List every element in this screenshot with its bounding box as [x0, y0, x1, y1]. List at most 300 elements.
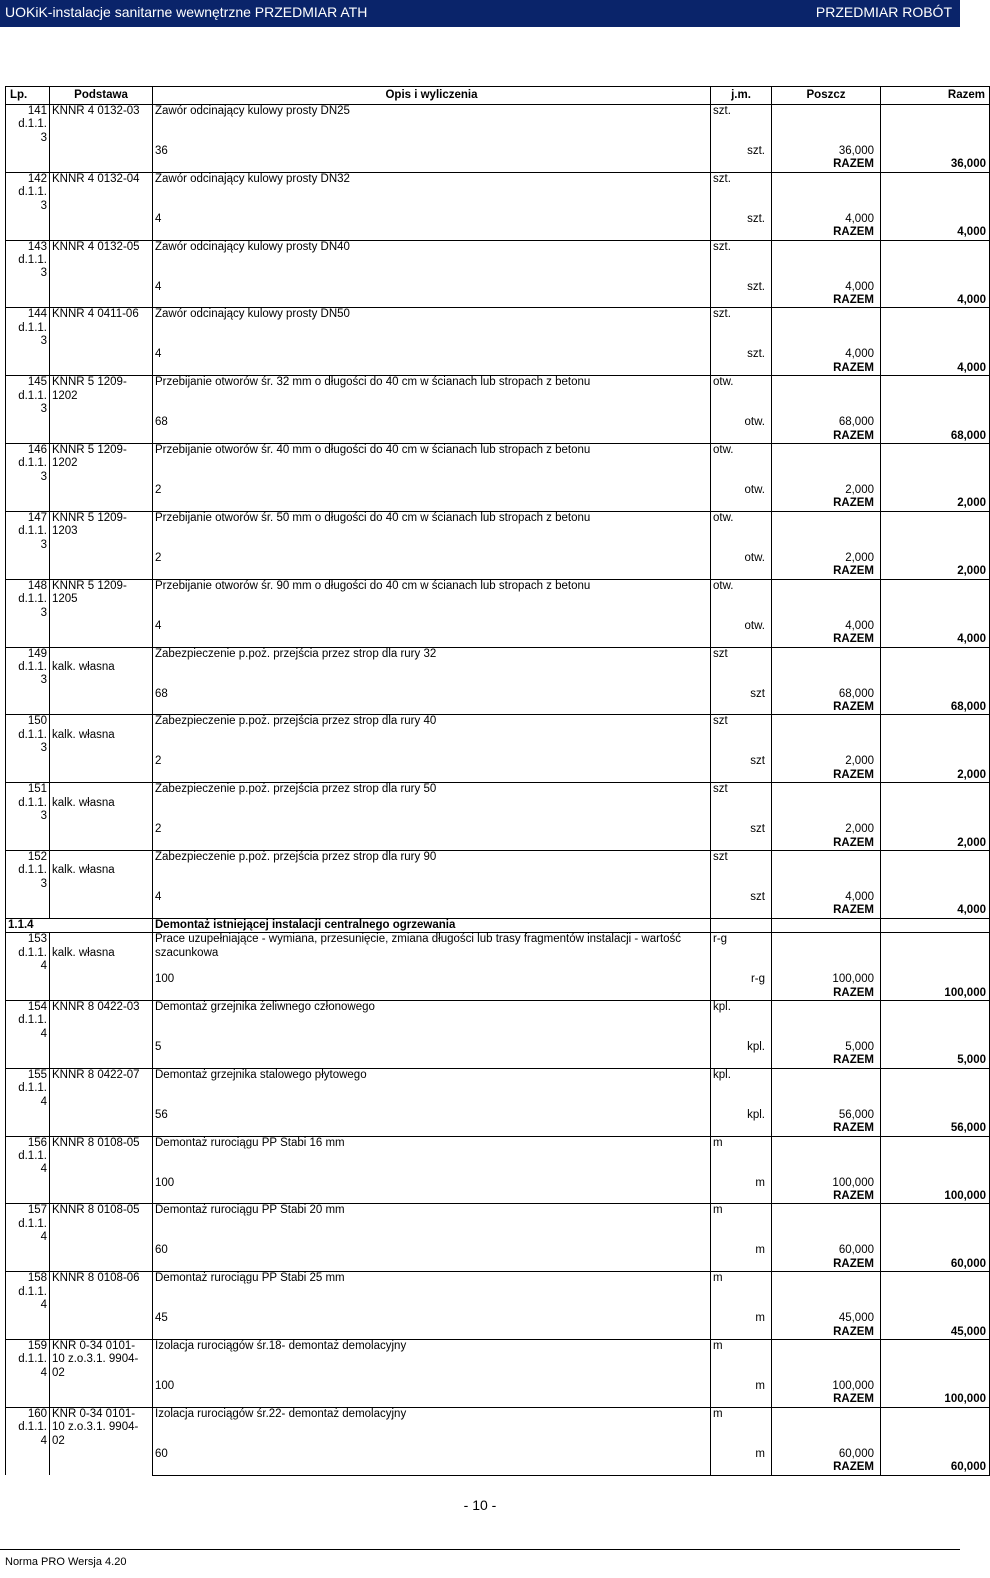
- item-total-spacer: [711, 769, 772, 783]
- item-quantity-unit: szt: [711, 688, 772, 701]
- section-spacer: [881, 918, 990, 932]
- item-total-spacer: [153, 226, 711, 240]
- item-razem-value: 4,000: [881, 226, 990, 240]
- item-total-spacer: [711, 1393, 772, 1407]
- item-lp: 141 d.1.1. 3: [6, 105, 50, 173]
- item-quantity-unit: otw.: [711, 484, 772, 497]
- item-poszcz-value: 60,000: [772, 1448, 881, 1461]
- item-poszcz-value: 5,000: [772, 1041, 881, 1054]
- item-razem-value: 68,000: [881, 430, 990, 444]
- item-razem-empty: [881, 1312, 990, 1325]
- item-razem-label: RAZEM: [772, 1461, 881, 1475]
- item-quantity-row: [6, 552, 990, 565]
- item-poszcz-value: 4,000: [772, 620, 881, 633]
- item-razem-value: 100,000: [881, 1190, 990, 1204]
- item-total-spacer: [153, 430, 711, 444]
- item-unit: szt.: [711, 172, 772, 213]
- item-quantity-row: [6, 891, 990, 904]
- footer-software-version: Norma PRO Wersja 4.20: [5, 1556, 127, 1568]
- item-unit: otw.: [711, 444, 772, 485]
- item-poszcz-empty: [772, 444, 881, 485]
- item-row: [6, 1340, 990, 1381]
- item-description: Demontaż rurociągu PP Stabi 20 mm: [153, 1204, 711, 1245]
- item-total-spacer: [153, 769, 711, 783]
- przedmiar-table: [5, 86, 990, 1476]
- item-razem-empty: [881, 1448, 990, 1461]
- item-razem-value: 56,000: [881, 1122, 990, 1136]
- item-description: Izolacja rurociągów śr.22- demontaż demolacyjny: [153, 1407, 711, 1448]
- item-lp: 144 d.1.1. 3: [6, 308, 50, 376]
- item-quantity-row: [6, 213, 990, 226]
- item-quantity-unit: kpl.: [711, 1109, 772, 1122]
- item-unit: szt: [711, 715, 772, 756]
- item-total-spacer: [711, 904, 772, 918]
- item-total-spacer: [153, 1461, 711, 1475]
- item-total-row: [6, 1258, 990, 1272]
- item-poszcz-value: 68,000: [772, 416, 881, 429]
- item-row: [6, 850, 990, 891]
- item-description: Przebijanie otworów śr. 90 mm o długości do 40 cm w ścianach lub stropach z betonu: [153, 579, 711, 620]
- item-row: [6, 444, 990, 485]
- item-razem-label: RAZEM: [772, 1258, 881, 1272]
- item-razem-empty: [881, 973, 990, 986]
- item-row: [6, 1136, 990, 1177]
- item-total-spacer: [711, 294, 772, 308]
- item-podstawa: KNNR 8 0108-05: [50, 1204, 153, 1272]
- item-total-spacer: [153, 1326, 711, 1340]
- table-header-row: [6, 87, 990, 105]
- item-quantity-row: [6, 416, 990, 429]
- item-poszcz-empty: [772, 376, 881, 417]
- item-lp: 148 d.1.1. 3: [6, 579, 50, 647]
- item-poszcz-value: 2,000: [772, 755, 881, 768]
- item-quantity-expression: 4: [153, 281, 711, 294]
- item-total-spacer: [153, 837, 711, 851]
- item-lp: 158 d.1.1. 4: [6, 1272, 50, 1340]
- item-razem-value: 60,000: [881, 1258, 990, 1272]
- item-unit: m: [711, 1407, 772, 1448]
- item-unit: szt.: [711, 105, 772, 146]
- item-podstawa: KNNR 4 0411-06: [50, 308, 153, 376]
- item-lp: 150 d.1.1. 3: [6, 715, 50, 783]
- item-poszcz-value: 100,000: [772, 1380, 881, 1393]
- item-podstawa: KNR 0-34 0101- 10 z.o.3.1. 9904- 02: [50, 1407, 153, 1475]
- item-total-row: [6, 226, 990, 240]
- item-quantity-unit: szt.: [711, 145, 772, 158]
- item-razem-empty: [881, 281, 990, 294]
- item-quantity-expression: 4: [153, 620, 711, 633]
- item-razem-empty: [881, 1068, 990, 1109]
- item-total-spacer: [153, 633, 711, 647]
- item-razem-value: 4,000: [881, 904, 990, 918]
- item-row: [6, 647, 990, 688]
- item-total-spacer: [153, 1190, 711, 1204]
- item-row: [6, 172, 990, 213]
- item-lp: 157 d.1.1. 4: [6, 1204, 50, 1272]
- item-lp: 156 d.1.1. 4: [6, 1136, 50, 1204]
- item-total-spacer: [153, 1054, 711, 1068]
- item-razem-value: 100,000: [881, 987, 990, 1001]
- item-razem-label: RAZEM: [772, 701, 881, 715]
- item-unit: m: [711, 1340, 772, 1381]
- title-bar: [0, 0, 960, 27]
- item-poszcz-empty: [772, 511, 881, 552]
- item-total-spacer: [153, 987, 711, 1001]
- item-row: [6, 1068, 990, 1109]
- item-razem-label: RAZEM: [772, 633, 881, 647]
- item-total-spacer: [711, 565, 772, 579]
- item-description: Demontaż rurociągu PP Stabi 16 mm: [153, 1136, 711, 1177]
- item-razem-value: 2,000: [881, 837, 990, 851]
- item-description: Zawór odcinający kulowy prosty DN25: [153, 105, 711, 146]
- item-description: Przebijanie otworów śr. 50 mm o długości do 40 cm w ścianach lub stropach z betonu: [153, 511, 711, 552]
- item-total-spacer: [711, 1054, 772, 1068]
- item-razem-label: RAZEM: [772, 1326, 881, 1340]
- item-razem-empty: [881, 172, 990, 213]
- item-podstawa: kalk. własna: [50, 850, 153, 918]
- item-razem-value: 45,000: [881, 1326, 990, 1340]
- item-total-row: [6, 362, 990, 376]
- item-quantity-expression: 45: [153, 1312, 711, 1325]
- item-razem-empty: [881, 552, 990, 565]
- item-quantity-row: [6, 1312, 990, 1325]
- item-razem-value: 4,000: [881, 362, 990, 376]
- item-total-spacer: [153, 1258, 711, 1272]
- item-razem-empty: [881, 1244, 990, 1257]
- item-quantity-expression: 100: [153, 1380, 711, 1393]
- item-total-row: [6, 837, 990, 851]
- item-total-spacer: [153, 362, 711, 376]
- item-poszcz-value: 2,000: [772, 484, 881, 497]
- item-razem-value: 2,000: [881, 565, 990, 579]
- item-quantity-row: [6, 281, 990, 294]
- col-header-jm: j.m.: [711, 87, 772, 105]
- item-razem-empty: [881, 1340, 990, 1381]
- item-description: Zawór odcinający kulowy prosty DN32: [153, 172, 711, 213]
- item-quantity-row: [6, 145, 990, 158]
- item-lp: 145 d.1.1. 3: [6, 376, 50, 444]
- section-number: 1.1.4: [6, 918, 153, 932]
- item-unit: szt: [711, 783, 772, 824]
- item-razem-empty: [881, 308, 990, 349]
- item-quantity-expression: 60: [153, 1244, 711, 1257]
- item-razem-label: RAZEM: [772, 430, 881, 444]
- item-unit: kpl.: [711, 1068, 772, 1109]
- item-total-row: [6, 769, 990, 783]
- item-razem-value: 4,000: [881, 633, 990, 647]
- item-row: [6, 1000, 990, 1041]
- item-quantity-expression: 36: [153, 145, 711, 158]
- item-razem-empty: [881, 715, 990, 756]
- item-poszcz-empty: [772, 579, 881, 620]
- item-quantity-unit: szt.: [711, 213, 772, 226]
- item-quantity-row: [6, 484, 990, 497]
- item-podstawa: KNNR 8 0108-06: [50, 1272, 153, 1340]
- col-header-opis: Opis i wyliczenia: [153, 87, 711, 105]
- item-unit: kpl.: [711, 1000, 772, 1041]
- item-total-spacer: [153, 497, 711, 511]
- item-podstawa: KNNR 4 0132-03: [50, 105, 153, 173]
- item-poszcz-value: 4,000: [772, 281, 881, 294]
- item-quantity-unit: szt: [711, 755, 772, 768]
- section-spacer: [711, 918, 772, 932]
- section-spacer: [772, 918, 881, 932]
- item-poszcz-value: 4,000: [772, 348, 881, 361]
- item-razem-empty: [881, 1204, 990, 1245]
- item-quantity-unit: m: [711, 1380, 772, 1393]
- item-total-row: [6, 430, 990, 444]
- item-quantity-row: [6, 823, 990, 836]
- item-description: Zabezpieczenie p.poż. przejścia przez strop dla rury 50: [153, 783, 711, 824]
- item-razem-label: RAZEM: [772, 904, 881, 918]
- item-total-row: [6, 565, 990, 579]
- item-description: Zabezpieczenie p.poż. przejścia przez strop dla rury 32: [153, 647, 711, 688]
- item-total-row: [6, 294, 990, 308]
- item-lp: 152 d.1.1. 3: [6, 850, 50, 918]
- item-total-row: [6, 701, 990, 715]
- item-razem-empty: [881, 145, 990, 158]
- item-unit: szt.: [711, 240, 772, 281]
- item-total-row: [6, 1461, 990, 1475]
- item-total-spacer: [711, 1258, 772, 1272]
- item-total-spacer: [153, 1393, 711, 1407]
- item-row: [6, 783, 990, 824]
- item-quantity-row: [6, 1109, 990, 1122]
- item-quantity-expression: 4: [153, 891, 711, 904]
- item-total-spacer: [711, 362, 772, 376]
- item-row: [6, 715, 990, 756]
- item-row: [6, 240, 990, 281]
- item-total-row: [6, 1393, 990, 1407]
- item-description: Zawór odcinający kulowy prosty DN50: [153, 308, 711, 349]
- item-razem-label: RAZEM: [772, 158, 881, 172]
- item-quantity-expression: 100: [153, 1177, 711, 1190]
- item-razem-label: RAZEM: [772, 1393, 881, 1407]
- item-lp: 155 d.1.1. 4: [6, 1068, 50, 1136]
- item-razem-empty: [881, 891, 990, 904]
- item-quantity-row: [6, 1244, 990, 1257]
- item-quantity-unit: m: [711, 1448, 772, 1461]
- item-podstawa: kalk. własna: [50, 647, 153, 715]
- item-total-spacer: [711, 497, 772, 511]
- item-quantity-expression: 56: [153, 1109, 711, 1122]
- item-row: [6, 376, 990, 417]
- item-unit: r-g: [711, 933, 772, 974]
- item-poszcz-empty: [772, 1136, 881, 1177]
- section-row: [6, 918, 990, 932]
- item-unit: m: [711, 1204, 772, 1245]
- item-total-row: [6, 1122, 990, 1136]
- item-quantity-unit: m: [711, 1177, 772, 1190]
- item-quantity-row: [6, 688, 990, 701]
- item-quantity-unit: szt: [711, 891, 772, 904]
- item-razem-empty: [881, 688, 990, 701]
- col-header-poszcz: Poszcz: [772, 87, 881, 105]
- item-quantity-expression: 2: [153, 484, 711, 497]
- item-quantity-row: [6, 755, 990, 768]
- col-header-razem: Razem: [881, 87, 990, 105]
- item-total-spacer: [711, 1326, 772, 1340]
- item-quantity-unit: otw.: [711, 620, 772, 633]
- item-razem-empty: [881, 579, 990, 620]
- item-razem-label: RAZEM: [772, 1122, 881, 1136]
- item-total-spacer: [711, 226, 772, 240]
- item-row: [6, 1204, 990, 1245]
- item-poszcz-empty: [772, 715, 881, 756]
- item-podstawa: KNNR 4 0132-04: [50, 172, 153, 240]
- item-poszcz-value: 4,000: [772, 213, 881, 226]
- item-razem-label: RAZEM: [772, 1054, 881, 1068]
- item-quantity-expression: 5: [153, 1041, 711, 1054]
- item-razem-empty: [881, 1136, 990, 1177]
- item-poszcz-empty: [772, 172, 881, 213]
- item-unit: szt.: [711, 308, 772, 349]
- item-lp: 143 d.1.1. 3: [6, 240, 50, 308]
- item-poszcz-empty: [772, 1068, 881, 1109]
- item-quantity-expression: 2: [153, 552, 711, 565]
- item-razem-empty: [881, 823, 990, 836]
- item-poszcz-empty: [772, 1000, 881, 1041]
- item-total-spacer: [711, 633, 772, 647]
- item-razem-empty: [881, 348, 990, 361]
- item-razem-label: RAZEM: [772, 294, 881, 308]
- item-description: Demontaż grzejnika stalowego płytowego: [153, 1068, 711, 1109]
- item-razem-empty: [881, 1109, 990, 1122]
- item-lp: 149 d.1.1. 3: [6, 647, 50, 715]
- item-poszcz-value: 2,000: [772, 552, 881, 565]
- item-quantity-expression: 68: [153, 688, 711, 701]
- item-description: Demontaż grzejnika żeliwnego członowego: [153, 1000, 711, 1041]
- item-razem-empty: [881, 1272, 990, 1313]
- item-podstawa: KNNR 5 1209- 1202: [50, 444, 153, 512]
- item-poszcz-empty: [772, 105, 881, 146]
- item-total-spacer: [153, 701, 711, 715]
- item-razem-empty: [881, 647, 990, 688]
- item-lp: 160 d.1.1. 4: [6, 1407, 50, 1475]
- item-quantity-unit: otw.: [711, 416, 772, 429]
- item-poszcz-value: 36,000: [772, 145, 881, 158]
- item-poszcz-value: 60,000: [772, 1244, 881, 1257]
- item-razem-empty: [881, 511, 990, 552]
- item-razem-empty: [881, 783, 990, 824]
- item-unit: m: [711, 1136, 772, 1177]
- item-razem-empty: [881, 240, 990, 281]
- item-poszcz-empty: [772, 240, 881, 281]
- item-lp: 153 d.1.1. 4: [6, 933, 50, 1001]
- item-razem-value: 68,000: [881, 701, 990, 715]
- section-title: Demontaż istniejącej instalacji centralnego ogrzewania: [153, 918, 711, 932]
- item-poszcz-empty: [772, 1272, 881, 1313]
- item-row: [6, 579, 990, 620]
- item-poszcz-empty: [772, 933, 881, 974]
- item-poszcz-empty: [772, 1340, 881, 1381]
- item-row: [6, 1407, 990, 1448]
- item-quantity-unit: szt.: [711, 348, 772, 361]
- item-quantity-row: [6, 348, 990, 361]
- item-lp: 147 d.1.1. 3: [6, 511, 50, 579]
- col-header-podstawa: Podstawa: [50, 87, 153, 105]
- page-number: - 10 -: [463, 1497, 497, 1513]
- item-razem-value: 2,000: [881, 769, 990, 783]
- item-quantity-expression: 2: [153, 823, 711, 836]
- item-podstawa: KNNR 8 0422-03: [50, 1000, 153, 1068]
- item-razem-empty: [881, 105, 990, 146]
- item-total-row: [6, 987, 990, 1001]
- item-row: [6, 511, 990, 552]
- item-unit: szt: [711, 647, 772, 688]
- item-podstawa: KNNR 5 1209- 1203: [50, 511, 153, 579]
- item-poszcz-value: 100,000: [772, 973, 881, 986]
- item-total-row: [6, 633, 990, 647]
- item-razem-value: 100,000: [881, 1393, 990, 1407]
- item-podstawa: kalk. własna: [50, 933, 153, 1001]
- item-total-row: [6, 1326, 990, 1340]
- item-razem-label: RAZEM: [772, 497, 881, 511]
- item-razem-label: RAZEM: [772, 362, 881, 376]
- item-podstawa: kalk. własna: [50, 715, 153, 783]
- item-quantity-unit: szt.: [711, 281, 772, 294]
- item-total-row: [6, 497, 990, 511]
- item-lp: 159 d.1.1. 4: [6, 1340, 50, 1408]
- item-razem-label: RAZEM: [772, 837, 881, 851]
- item-total-spacer: [153, 904, 711, 918]
- item-quantity-expression: 4: [153, 348, 711, 361]
- item-unit: otw.: [711, 511, 772, 552]
- item-poszcz-value: 45,000: [772, 1312, 881, 1325]
- item-razem-value: 5,000: [881, 1054, 990, 1068]
- item-razem-value: 4,000: [881, 294, 990, 308]
- item-lp: 154 d.1.1. 4: [6, 1000, 50, 1068]
- item-poszcz-value: 2,000: [772, 823, 881, 836]
- item-total-spacer: [711, 701, 772, 715]
- item-row: [6, 105, 990, 146]
- item-razem-empty: [881, 1041, 990, 1054]
- item-poszcz-empty: [772, 850, 881, 891]
- item-row: [6, 933, 990, 974]
- document-title: UOKiK-instalacje sanitarne wewnętrzne PRZEDMIAR ATH: [5, 4, 368, 20]
- item-razem-empty: [881, 850, 990, 891]
- item-quantity-row: [6, 1380, 990, 1393]
- item-razem-empty: [881, 620, 990, 633]
- item-quantity-expression: 4: [153, 213, 711, 226]
- item-unit: otw.: [711, 579, 772, 620]
- item-poszcz-value: 100,000: [772, 1177, 881, 1190]
- item-quantity-row: [6, 1448, 990, 1461]
- footer: [0, 1549, 960, 1578]
- item-razem-empty: [881, 1000, 990, 1041]
- item-total-row: [6, 1054, 990, 1068]
- item-quantity-unit: r-g: [711, 973, 772, 986]
- item-podstawa: KNNR 5 1209- 1205: [50, 579, 153, 647]
- item-razem-value: 36,000: [881, 158, 990, 172]
- item-total-spacer: [711, 158, 772, 172]
- item-razem-empty: [881, 484, 990, 497]
- col-header-lp: Lp.: [6, 87, 50, 105]
- item-razem-label: RAZEM: [772, 769, 881, 783]
- item-razem-label: RAZEM: [772, 987, 881, 1001]
- item-description: Zabezpieczenie p.poż. przejścia przez strop dla rury 90: [153, 850, 711, 891]
- item-description: Prace uzupełniające - wymiana, przesunięcie, zmiana długości lub trasy fragmentów instalacji - wartość szacunkowa: [153, 933, 711, 974]
- item-unit: otw.: [711, 376, 772, 417]
- item-podstawa: KNR 0-34 0101- 10 z.o.3.1. 9904- 02: [50, 1340, 153, 1408]
- item-quantity-unit: otw.: [711, 552, 772, 565]
- item-total-row: [6, 158, 990, 172]
- item-total-spacer: [711, 430, 772, 444]
- item-poszcz-value: 4,000: [772, 891, 881, 904]
- item-description: Zawór odcinający kulowy prosty DN40: [153, 240, 711, 281]
- item-description: Przebijanie otworów śr. 32 mm o długości do 40 cm w ścianach lub stropach z betonu: [153, 376, 711, 417]
- item-total-spacer: [153, 158, 711, 172]
